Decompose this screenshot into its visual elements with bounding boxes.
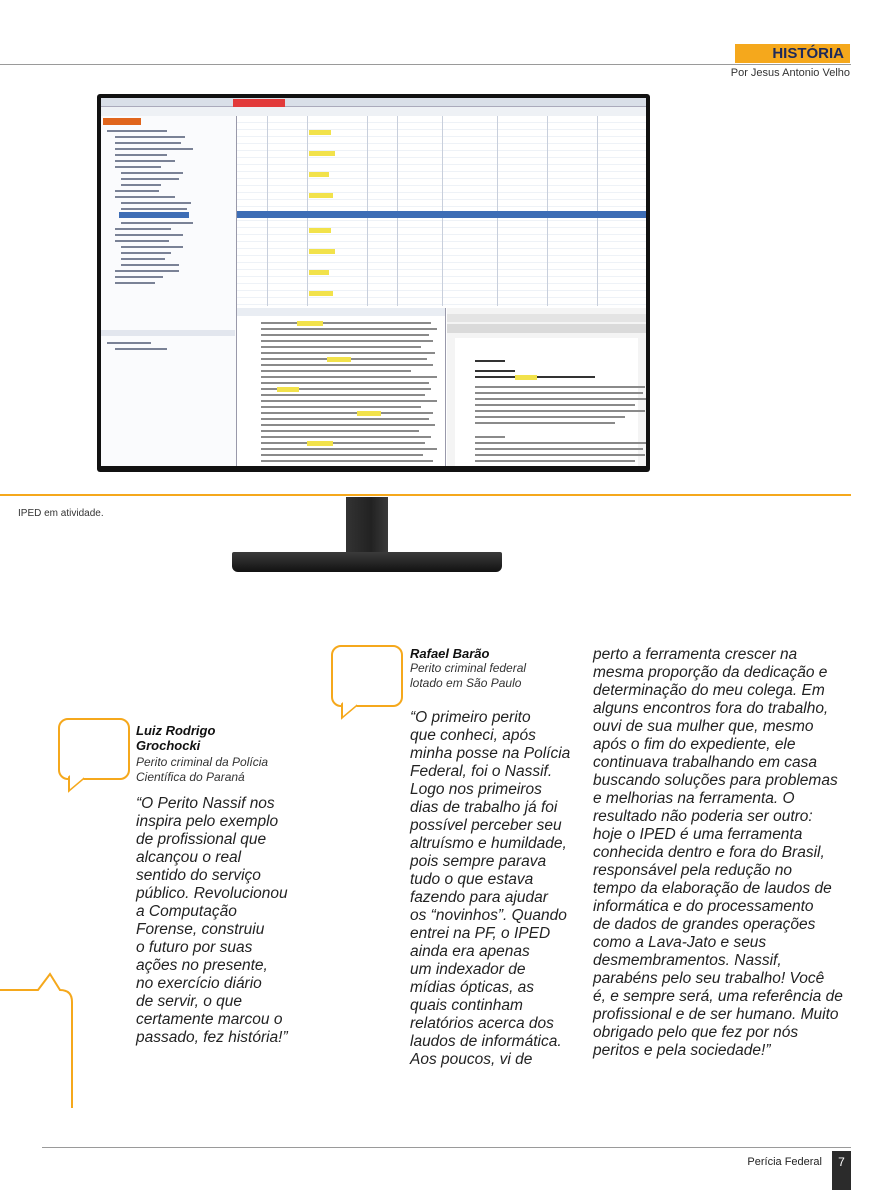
author-role-2: Perito criminal federal lotado em São Paulo <box>410 661 527 690</box>
results-pane <box>237 116 646 466</box>
pdf-page <box>455 338 638 466</box>
figure-caption: IPED em atividade. <box>18 508 104 519</box>
categories-tab <box>103 118 141 125</box>
text-preview-pane <box>237 308 446 466</box>
author-byline: Por Jesus Antonio Velho <box>730 67 850 79</box>
quote-text-1: “O Perito Nassif nos inspira pelo exemplo de profissional que alcançou o real sentido do serviço público. Revolucionou a Computação Forense, construiu o futuro por suas ações no presente, no exercício diário de servir, o que certamente marcou o passado, fez história!” <box>136 795 288 1046</box>
monitor-stand-neck <box>346 497 388 555</box>
footer-divider <box>42 1147 851 1148</box>
results-table <box>237 116 646 306</box>
quote-text-2-continued: perto a ferramenta crescer na mesma proporção da dedicação e determinação do meu colega. Em alguns encontros fora do trabalho, ouvi de sua mulher que, mesmo após o fim do expediente, ele continuava trabalhando em casa buscando soluções para problemas e melhorias na ferramenta. O resultado não poderia ser outro: hoje o IPED é uma ferramenta conhecida dentro e fora do Brasil, responsável pela redução no tempo da elaboração de laudos de informática e do processamento de dados de grandes operações como a Lava-Jato e seus desmembramentos. Nassif, parabéns pelo seu trabalho! Você é, e sempre será, uma referência de profissional e de ser humano. Muito obrigado pelo que fez por nós peritos e pela sociedade!” <box>593 646 843 1059</box>
speech-bubble-icon-2 <box>331 645 403 707</box>
quote-text-2: “O primeiro perito que conheci, após minha posse na Polícia Federal, foi o Nassif. Logo nos primeiros dias de trabalho já foi possível perceber seu altruísmo e humildade, pois sempre parava tudo o que estava fazendo para ajudar os “novinhos”. Quando entrei na PF, o IPED ainda era apenas um indexador de mídias ópticas, as quais continham relatórios acerca dos laudos de informática. Aos poucos, vi de <box>410 709 571 1068</box>
app-title-bar <box>101 98 646 107</box>
publication-name: Perícia Federal <box>747 1156 822 1168</box>
monitor-photo <box>97 94 650 472</box>
category-tree-pane <box>101 116 237 466</box>
search-highlight-box <box>233 99 285 107</box>
pdf-viewer-pane <box>447 308 646 466</box>
page-number: 7 <box>832 1151 851 1190</box>
iped-screen <box>101 98 646 466</box>
section-title: HISTÓRIA <box>735 44 850 63</box>
monitor-stand-base <box>232 552 502 572</box>
decorative-bracket-icon <box>0 968 80 1110</box>
figure-divider <box>0 494 851 496</box>
author-role-1: Perito criminal da Polícia Científica do Paraná <box>136 755 269 784</box>
speech-bubble-icon <box>58 718 130 780</box>
author-name-1: Luiz Rodrigo Grochocki <box>136 723 216 753</box>
author-name-2: Rafael Barão <box>410 646 490 661</box>
selected-row <box>237 211 646 218</box>
header-divider <box>0 64 851 65</box>
